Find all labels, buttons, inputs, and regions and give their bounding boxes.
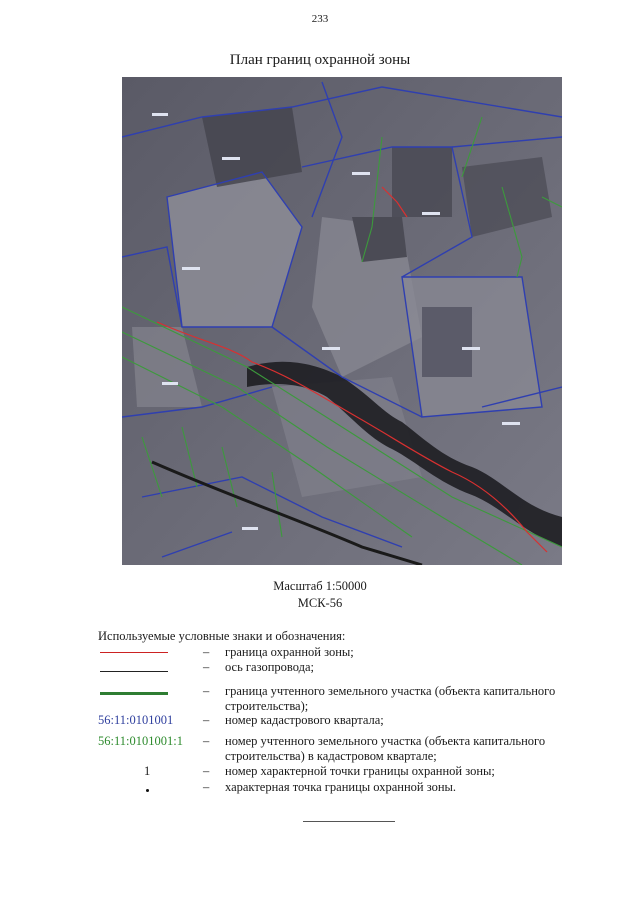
cadastral-quarter-code: 56:11:0101001: [98, 713, 174, 727]
cadastral-map[interactable]: [122, 77, 562, 565]
legend-title: Используемые условные знаки и обозначения:: [98, 629, 346, 643]
legend-dash: –: [203, 684, 210, 698]
page-number: 233: [311, 13, 329, 25]
legend-dash: –: [203, 780, 210, 794]
parcel-number-code: 56:11:0101001:1: [98, 734, 183, 748]
legend-text: граница учтенного земельного участка (объекта капитального строительства);: [225, 684, 556, 713]
legend-dash: –: [203, 713, 210, 727]
legend-dash: –: [203, 645, 210, 659]
legend-dash: –: [203, 764, 210, 778]
footer-rule: [303, 821, 395, 822]
legend-text: характерная точка границы охранной зоны.: [225, 780, 457, 794]
dark-plot: [422, 307, 472, 377]
legend-text: ось газопровода;: [225, 660, 315, 674]
legend-dash: –: [203, 734, 210, 748]
legend-text: граница охранной зоны;: [225, 645, 354, 659]
legend-text: номер кадастрового квартала;: [225, 713, 384, 727]
dark-plot: [392, 147, 452, 217]
map-canvas: [122, 77, 562, 565]
legend-text: номер учтенного земельного участка (объекта капитального строительства) в кадастровом квартале;: [225, 734, 546, 763]
green-line-swatch: [100, 692, 168, 695]
page-title: План границ охранной зоны: [229, 52, 411, 68]
legend-text: номер характерной точки границы охранной зоны;: [225, 764, 495, 778]
coordinate-system: МСК-56: [297, 596, 343, 610]
legend-dash: –: [203, 660, 210, 674]
black-line-swatch: [100, 671, 168, 672]
red-line-swatch: [100, 652, 168, 653]
point-dot-icon: [146, 789, 149, 792]
map-scale-block: [0, 578, 640, 612]
map-scale: Масштаб 1:50000: [273, 579, 367, 593]
point-number-sample: 1: [144, 764, 151, 778]
